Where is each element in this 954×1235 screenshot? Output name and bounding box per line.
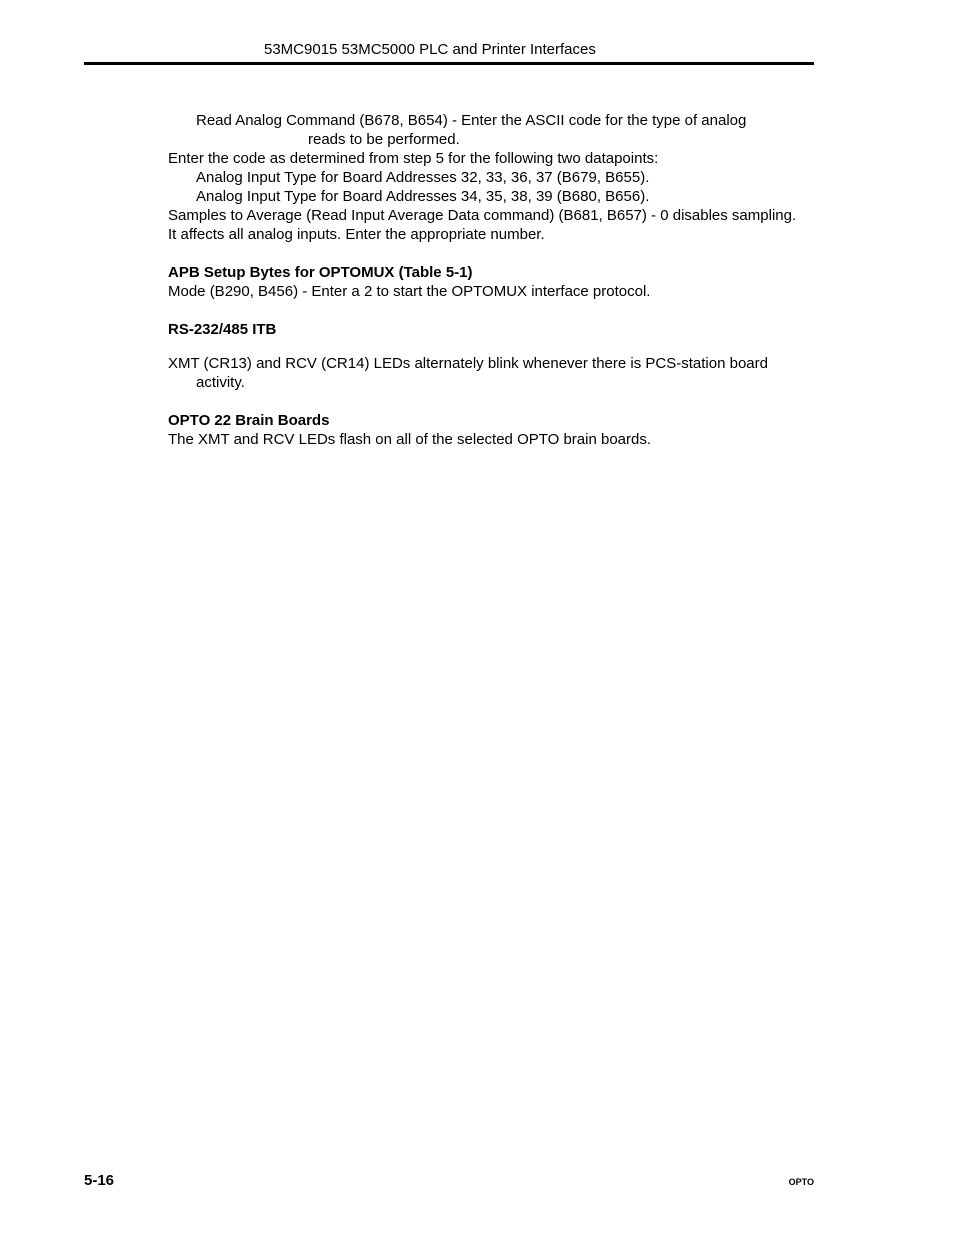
analog-input-type-line-1: Analog Input Type for Board Addresses 32, 33, 36, 37 (B679, B655). [196,169,650,186]
footer-tag: OPTO [788,1177,814,1187]
header-title: 53MC9015 53MC5000 PLC and Printer Interfaces [264,41,596,58]
section-heading: RS-232/485 ITB [168,321,277,338]
enter-code-instruction: Enter the code as determined from step 5 for the following two datapoints: [168,150,659,167]
section-opto-brain-boards [168,411,808,449]
page-content [168,111,808,449]
samples-to-average-paragraph: Samples to Average (Read Input Average Data command) (B681, B657) - 0 disables sampling. It affects all analog inputs. Enter the appropriate number. [168,207,797,243]
section-text: XMT (CR13) and RCV (CR14) LEDs alternately blink whenever there is PCS-station board activity. [168,355,768,391]
page-header [84,0,814,66]
read-analog-command-line: Read Analog Command (B678, B654) - Enter the ASCII code for the type of analog [196,112,747,129]
header-rule [84,62,814,65]
read-analog-command-continuation: reads to be performed. [308,131,460,148]
section-heading: OPTO 22 Brain Boards [168,412,330,429]
section-text: Mode (B290, B456) - Enter a 2 to start the OPTOMUX interface protocol. [168,283,651,300]
section-text: The XMT and RCV LEDs flash on all of the selected OPTO brain boards. [168,431,652,448]
section-rs232-itb [168,320,808,392]
analog-input-type-line-2: Analog Input Type for Board Addresses 34, 35, 38, 39 (B680, B656). [196,188,650,205]
page-footer [84,1170,814,1194]
section-heading: APB Setup Bytes for OPTOMUX (Table 5-1) [168,264,473,281]
page-number: 5-16 [84,1172,115,1189]
section-apb-setup [168,263,808,301]
